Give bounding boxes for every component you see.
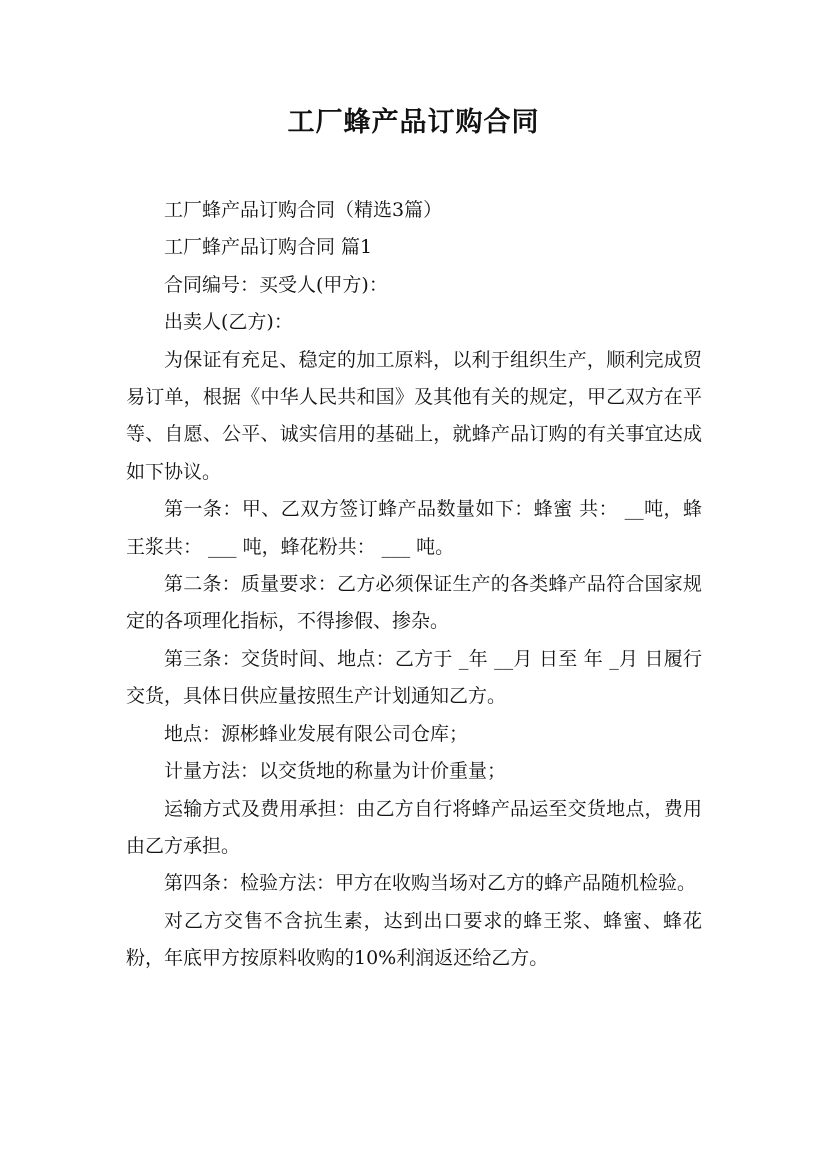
paragraph-measurement: 计量方法：以交货地的称量为计价重量；: [164, 760, 507, 783]
paragraph-article-3: 第三条：交货时间、地点：乙方于 _年 __月 日至 年 _月 日履行交货，具体日供应量按照生产计划通知乙方。: [126, 647, 702, 708]
paragraph-article-1: 第一条：甲、乙双方签订蜂产品数量如下：蜂蜜 共： __吨，蜂王浆共： ___ 吨，蜂花粉共： ___ 吨。: [126, 498, 702, 558]
paragraph-rebate: 对乙方交售不含抗生素，达到出口要求的蜂王浆、蜂蜜、蜂花粉，年底甲方按原料收购的10%利润返还给乙方。: [126, 909, 702, 970]
paragraph-article-4: 第四条：检验方法：甲方在收购当场对乙方的蜂产品随机检验。: [164, 872, 697, 895]
document-body: [126, 192, 702, 978]
document-title: 工厂蜂产品订购合同: [287, 107, 540, 138]
paragraph-location: 地点：源彬蜂业发展有限公司仓库；: [164, 722, 469, 745]
paragraph-contract-number-buyer: 合同编号：买受人(甲方)：: [164, 273, 388, 296]
paragraph-seller: 出卖人(乙方)：: [164, 311, 293, 334]
paragraph-article-2: 第二条：质量要求：乙方必须保证生产的各类蜂产品符合国家规定的各项理化指标，不得掺假、掺杂。: [126, 573, 702, 633]
paragraph-section-heading: 工厂蜂产品订购合同 篇1: [164, 236, 373, 259]
paragraph-transport: 运输方式及费用承担：由乙方自行将蜂产品运至交货地点，费用由乙方承担。: [126, 797, 702, 857]
paragraph-subtitle: 工厂蜂产品订购合同（精选3篇）: [164, 199, 443, 221]
paragraph-preamble: 为保证有充足、稳定的加工原料，以利于组织生产，顺利完成贸易订单，根据《中华人民共和国》及其他有关的规定，甲乙双方在平等、自愿、公平、诚实信用的基础上，就蜂产品订购的有关事宜达成如下协议。: [126, 348, 702, 483]
